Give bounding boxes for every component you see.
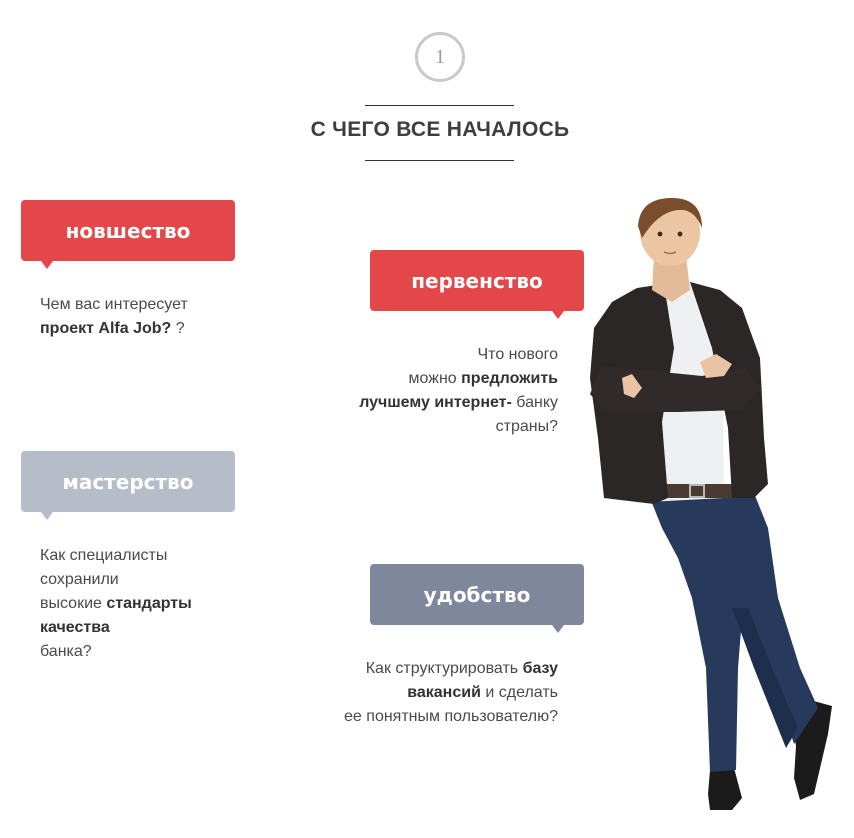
- desc-line: Как специалисты: [40, 547, 168, 564]
- tag-pointer: [41, 261, 53, 269]
- step-number-badge: [415, 32, 465, 82]
- tag-primacy: [370, 250, 584, 311]
- desc-line: банка?: [40, 643, 92, 660]
- desc-line: [40, 317, 188, 341]
- desc-line: [40, 616, 192, 640]
- desc-bold: качества: [40, 619, 110, 636]
- desc-line: [290, 681, 558, 705]
- desc-bold: лучшему интернет-: [359, 394, 512, 411]
- step-number: 1: [435, 45, 445, 68]
- desc-text: Как структурировать: [365, 660, 523, 677]
- title-bottom-rule: [365, 160, 514, 161]
- desc-text: ?: [171, 320, 185, 337]
- desc-line: [40, 592, 192, 616]
- desc-bold: проект Alfa Job?: [40, 320, 172, 337]
- title-top-rule: [365, 105, 514, 106]
- right-eye: [678, 232, 683, 237]
- desc-line: [290, 657, 558, 681]
- primacy-description: [300, 343, 558, 439]
- desc-bold: предложить: [461, 370, 558, 387]
- desc-line: сохранили: [40, 571, 119, 588]
- tag-pointer: [41, 512, 53, 520]
- desc-bold: стандарты: [106, 595, 192, 612]
- desc-text: и сделать: [480, 684, 558, 701]
- tag-primacy-label: первенство: [411, 268, 543, 293]
- desc-line: Что нового: [477, 346, 558, 363]
- tag-pointer: [552, 311, 564, 319]
- desc-line: [300, 391, 558, 415]
- desc-text: можно: [408, 370, 462, 387]
- tag-novelty-label: новшество: [65, 218, 191, 243]
- tag-pointer: [552, 625, 564, 633]
- left-shoe: [708, 768, 742, 810]
- left-eye: [658, 232, 663, 237]
- novelty-description: [40, 293, 188, 341]
- tag-convenience-label: удобство: [423, 582, 531, 607]
- convenience-description: [290, 657, 558, 729]
- desc-line: ее понятным пользователю?: [344, 708, 558, 725]
- mastery-description: [40, 544, 192, 664]
- desc-line: страны?: [495, 418, 558, 435]
- desc-line: [300, 367, 558, 391]
- desc-text: высокие: [40, 595, 107, 612]
- tag-novelty: [21, 200, 235, 261]
- desc-bold: вакансий: [407, 684, 481, 701]
- desc-line: Чем вас интересует: [40, 296, 188, 313]
- tag-convenience: [370, 564, 584, 625]
- tag-mastery-label: мастерство: [62, 469, 194, 494]
- desc-text: банку: [511, 394, 558, 411]
- section-title: С ЧЕГО ВСЕ НАЧАЛОСЬ: [310, 118, 570, 141]
- tag-mastery: [21, 451, 235, 512]
- desc-bold: базу: [522, 660, 558, 677]
- person-illustration: [582, 198, 832, 818]
